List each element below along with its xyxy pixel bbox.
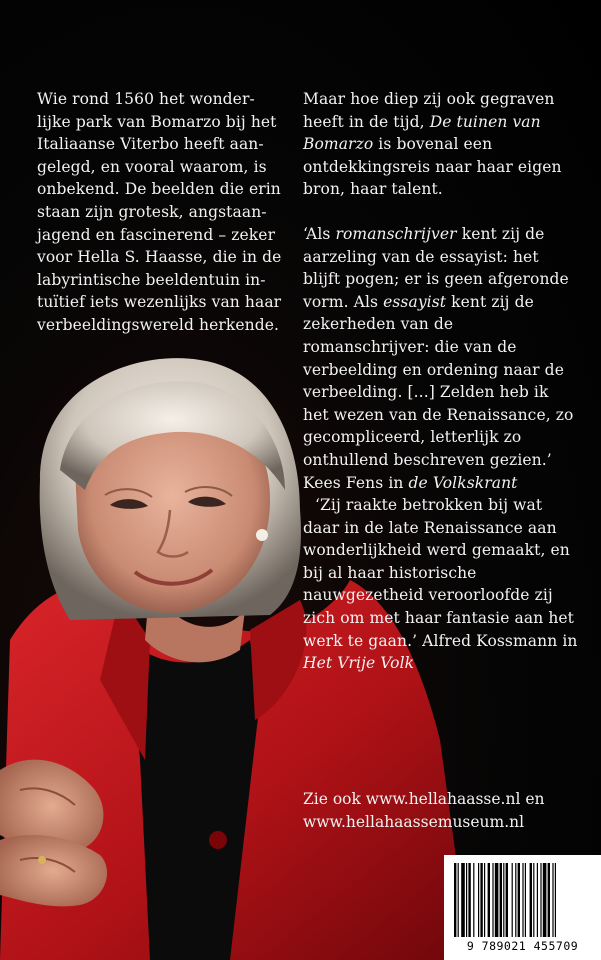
blurb-line: labyrintische beeldentuin in- xyxy=(37,270,266,289)
isbn-barcode xyxy=(444,855,601,960)
blurb-right-column xyxy=(303,88,578,675)
quote-kees-fens: ‘Als romanschrijver kent zij de aarzeling van de essayist: het blijft pogen; er is geen afgeronde vorm. Als essayist kent zij de zekerheden van de romanschrijver: die van de verbeelding en ordening naar de verbeelding. [...] Zelden heb ik het wezen van de Renaissance, zo gecompliceerd, letterlijk zo onthullend beschreven gezien.’ Kees Fens in de Volkskrant xyxy=(303,224,574,492)
barcode-bars xyxy=(454,863,591,937)
blurb-line: staan zijn grotesk, angstaan- xyxy=(37,202,267,221)
isbn-number: 9 789021 455709 xyxy=(466,939,579,953)
blurb-line: lijke park van Bomarzo bij het xyxy=(37,112,277,131)
blurb-line: Wie rond 1560 het wonder- xyxy=(37,90,255,108)
blurb-left-column xyxy=(37,88,287,337)
source-vrije-volk: Het Vrije Volk xyxy=(303,654,415,673)
link-line-2: www.hellahaassemuseum.nl xyxy=(303,813,525,831)
blurb-line: onbekend. De beelden die erin xyxy=(37,180,281,199)
blurb-line: Italiaanse Viterbo heeft aan- xyxy=(37,135,264,154)
book-title: De tuinen van Bomarzo xyxy=(303,112,541,154)
blurb-line: tuïtief iets wezenlijks van haar xyxy=(37,293,282,312)
source-volkskrant: de Volkskrant xyxy=(408,473,518,492)
blurb-line: jagend en fascinerend – zeker xyxy=(37,225,276,244)
blurb-line: gelegd, en vooral waarom, is xyxy=(37,157,267,176)
quote-alfred-kossmann: ‘Zij raakte betrokken bij wat daar in de late Renaissance aan wonderlijkheid werd gemaakt, en bij al haar historische nauwgezetheid veroorloofde zij zich om met haar fantasie aan het werk te gaan.’ Alfred Kossmann in Het Vrije Volk xyxy=(303,496,578,673)
intro-paragraph: Maar hoe diep zij ook gegraven heeft in de tijd, De tuinen van Bomarzo is bovenal een ontdekkingsreis naar haar eigen bron, haar talent. xyxy=(303,90,562,199)
blurb-line: verbeeldingswereld herkende. xyxy=(37,315,280,334)
link-line-1: Zie ook www.hellahaasse.nl en xyxy=(303,790,545,808)
website-links xyxy=(303,788,545,834)
blurb-line: voor Hella S. Haasse, die in de xyxy=(37,248,282,267)
